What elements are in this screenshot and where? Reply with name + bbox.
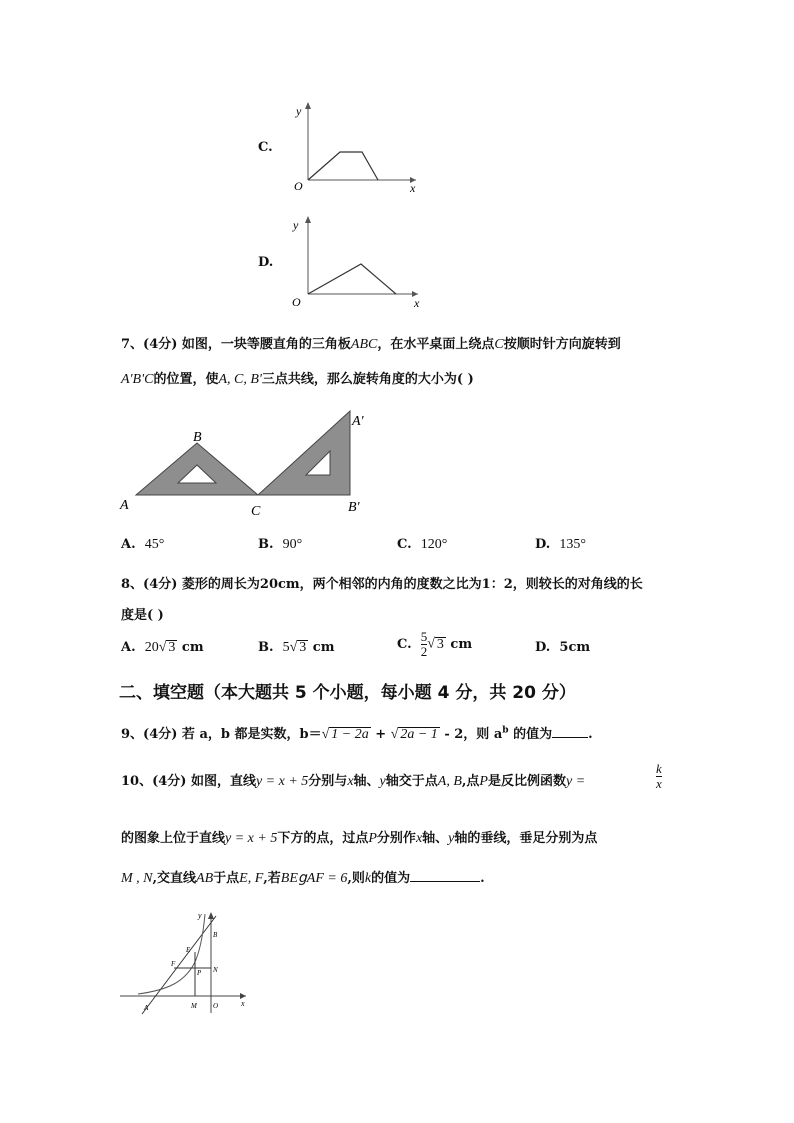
q7-option-a: A. 45° (121, 537, 165, 552)
q6-graph-c (286, 98, 426, 196)
q7-label-b1: B' (348, 500, 360, 515)
q6d-axis-y: y (293, 218, 299, 232)
q10-fraction: $\frac{k}{x}$ (656, 761, 662, 791)
svg-text:x: x (241, 999, 245, 1008)
q6-option-d-label: D. (258, 255, 274, 270)
q9-answer-blank (552, 737, 588, 738)
q7-line1: 7、(4分) 如图，一块等腰直角的三角板ABC，在水平桌面上绕点C按顺时针方向旋转到 (121, 337, 621, 352)
q8-option-a: A. 20√ 3 cm (121, 640, 204, 655)
q6c-origin: O (294, 179, 303, 193)
q6c-axis-y: y (296, 104, 302, 118)
svg-text:A: A (144, 1004, 149, 1012)
svg-text:N: N (213, 966, 218, 974)
q8-line2: 度是( ) (121, 608, 164, 623)
q10-answer-blank (410, 881, 480, 882)
section2-heading: 二、填空题（本大题共 5 个小题，每小题 4 分，共 20 分） (119, 683, 576, 703)
svg-text:M: M (191, 1002, 197, 1010)
q10-line3: M , N,交直线AB于点E, F,若BE𝗀AF = 6,则k的值为 . (121, 871, 485, 886)
q7-label-a1: A' (352, 414, 364, 429)
q6-option-c-label: C. (258, 140, 273, 155)
q7-line2: A'B'C的位置，使A, C, B'三点共线，那么旋转角度的大小为( ) (121, 372, 474, 387)
q6d-origin: O (292, 295, 301, 309)
q8-option-d: D. 5cm (535, 640, 591, 655)
q7-label-b: B (193, 430, 202, 445)
q7-option-b: B. 90° (258, 537, 303, 552)
q7-label-a: A (120, 498, 129, 513)
svg-text:O: O (213, 1002, 219, 1010)
q6-graph-d (286, 212, 426, 310)
q6d-axis-x: x (414, 296, 420, 310)
q10-figure (118, 908, 258, 1018)
q7-option-d: D. 135° (535, 537, 587, 552)
q10-line1: 10、(4分) 如图，直线y = x + 5分别与x轴、y轴交于点A, B,点P是反比例函数y = (121, 774, 586, 789)
q7-figure-triangles (116, 405, 376, 520)
q6c-axis-x: x (410, 181, 416, 195)
svg-text:F: F (171, 960, 176, 968)
q8-option-b: B. 5√ 3 cm (258, 640, 335, 655)
q8-option-c: C. $\frac{5}{2}$ √ 3 cm (397, 629, 473, 659)
q7-option-c: C. 120° (397, 537, 448, 552)
svg-text:E: E (186, 946, 191, 954)
q8-line1: 8、(4分) 菱形的周长为20cm，两个相邻的内角的度数之比为1：2，则较长的对角线的长 (121, 577, 643, 592)
svg-text:y: y (198, 911, 202, 920)
svg-text:B: B (213, 931, 218, 939)
q10-line2: 的图象上位于直线y = x + 5下方的点，过点P分别作x轴、y轴的垂线，垂足分别为点 (121, 831, 598, 846)
q7-label-c: C (251, 504, 261, 519)
q9-text: 9、(4分) 若 a，b 都是实数，b＝√ 1 − 2a + √ 2a − 1 - 2，则 $a^b$ 的值为 . (121, 725, 593, 742)
svg-text:P: P (197, 969, 202, 977)
